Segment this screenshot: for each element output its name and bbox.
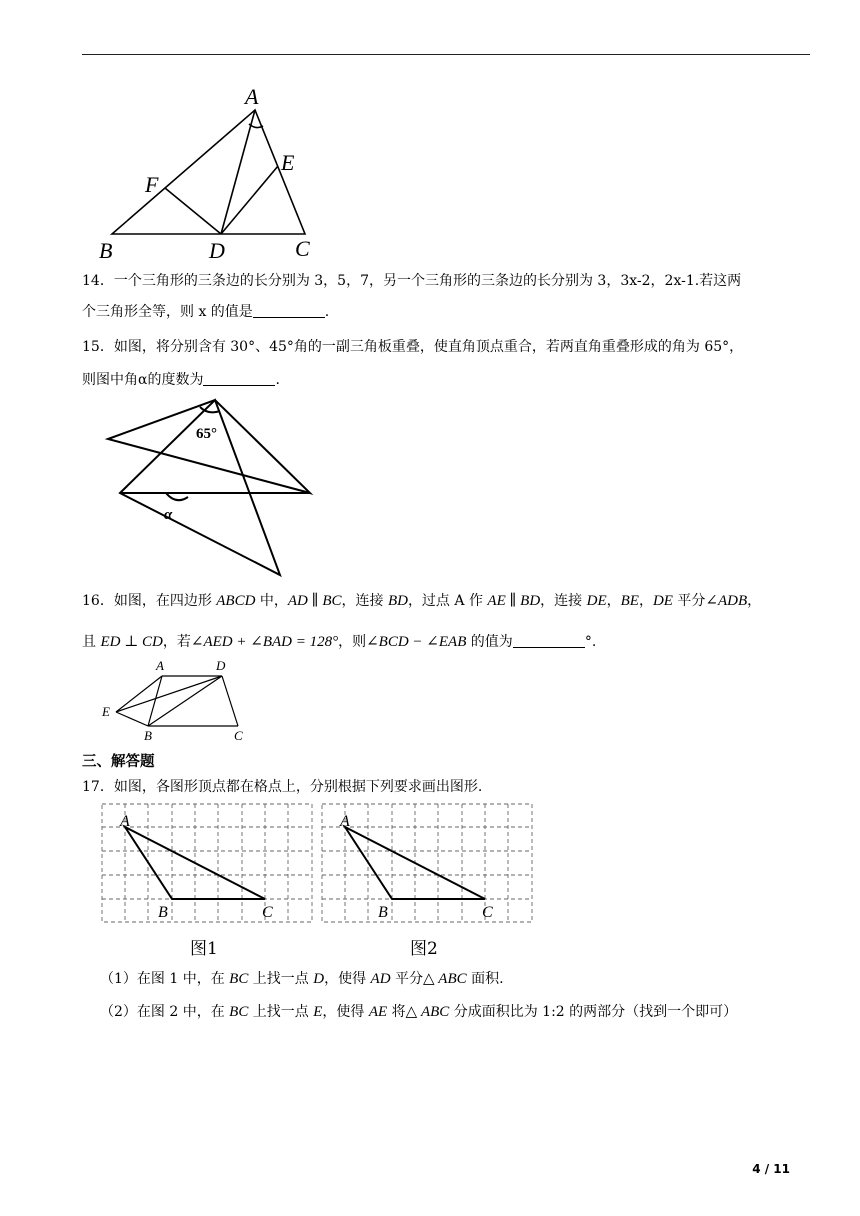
q17-part2: （2）在图 2 中，在 BC 上找一点 E，使得 AE 将△ ABC 分成面积比为 1:2 的两部分（找到一个即可） [100,1004,738,1020]
label-a: A [340,813,350,830]
q15-line1: 15．如图，将分别含有 30°、45°角的一副三角板重叠，使直角顶点重合，若两直角重叠形成的角为 65°， [82,339,744,355]
q17-part1: （1）在图 1 中，在 BC 上找一点 D，使得 AD 平分△ ABC 面积. [100,971,504,987]
page-number: 4 / 11 [752,1162,790,1176]
label-a: A [156,658,164,673]
segment-bd [148,676,222,726]
label-c: C [295,236,310,261]
angle-65-label: 65° [196,426,217,442]
grid-figure-1 [100,802,316,926]
figure-2-caption: 图2 [410,939,438,959]
grid-figure-2 [320,802,536,926]
label-e: E [281,150,295,175]
answer-blank[interactable] [513,633,585,648]
angle-arc-alpha [166,493,188,500]
label-e: E [102,704,110,719]
label-d: D [216,658,226,673]
q14-line2: 个三角形全等，则 x 的值是 . [82,304,330,320]
segment-dc [222,676,238,726]
label-d: D [209,238,225,263]
triangle-45-degree [108,400,310,493]
segment-ea [116,676,162,712]
q16-line1: 16．如图，在四边形 ABCD 中，AD ∥ BC，连接 BD，过点 A 作 AE ∥ BD，连接 DE，BE，DE 平分∠ADB， [82,593,762,609]
quadrilateral-figure [98,656,258,744]
alpha-label: α [164,507,173,523]
label-b: B [378,904,388,921]
q15-line2: 则图中角α的度数为 . [82,372,280,388]
header-rule [82,54,810,55]
q14-line1: 14．一个三角形的三条边的长分别为 3，5，7，另一个三角形的三条边的长分别为 3，3x-2，2x-1.若这两 [82,273,742,289]
segment-eb [116,712,148,726]
label-b: B [158,904,168,921]
label-b: B [144,728,152,743]
triangle-abc [112,110,305,234]
label-b: B [99,238,113,263]
label-c: C [234,728,243,743]
label-a: A [120,813,130,830]
label-f: F [145,172,159,197]
triangle-abc-figure [95,80,335,265]
label-c: C [482,904,493,921]
segment-df [165,188,221,234]
segment-ed [116,676,222,712]
figure-1-caption: 图1 [190,939,218,959]
answer-blank[interactable] [203,371,275,386]
set-squares-figure [100,395,320,580]
q17-intro: 17．如图，各图形顶点都在格点上，分别根据下列要求画出图形. [82,779,483,795]
section-heading: 三、解答题 [82,754,155,770]
label-c: C [262,904,273,921]
label-a: A [245,84,259,109]
segment-ad [221,110,255,234]
answer-blank[interactable] [253,303,325,318]
q16-line2: 且 ED ⊥ CD，若∠AED + ∠BAD = 128°，则∠BCD − ∠EAB 的值为 °. [82,634,597,650]
